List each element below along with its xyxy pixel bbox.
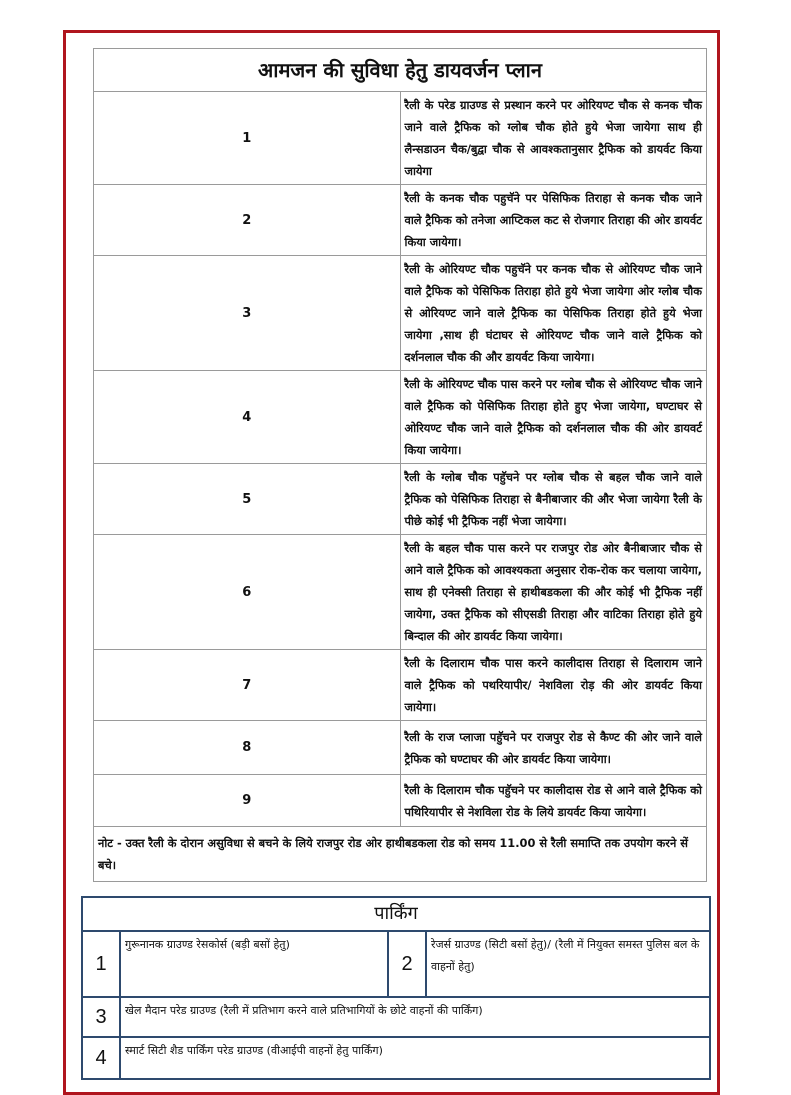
diversion-row <box>94 371 707 464</box>
page-frame <box>63 30 720 1095</box>
row-text: रैली के राज प्लाजा पहुॅचने पर राजपुर रोड से कैण्ट की ओर जाने वाले ट्रैफिक को घण्टाघर की ओर डायर्वट किया जायेगा। <box>400 721 707 775</box>
row-number: 2 <box>94 185 401 256</box>
row-text: रैली के ओरियण्ट चौक पास करने पर ग्लोब चौक से ओरियण्ट चौक जाने वाले ट्रैफिक को पेसिफिक तिराहा होते हुए भेजा जायेगा, घण्टाघर से ओरियण्ट चौक जाने वाले ट्रैफिक को दर्शनलाल चौक की ओर डायवर्ट किया जायेगा। <box>400 371 707 464</box>
row-number: 9 <box>94 775 401 827</box>
parking-table <box>81 896 711 1080</box>
parking-text: रेजर्स ग्राउण्ड (सिटी बसों हेतु)/ (रैली में नियुक्त समस्त पुलिस बल के वाहनों हेतु) <box>426 931 710 997</box>
parking-number: 2 <box>388 931 426 997</box>
row-number: 7 <box>94 650 401 721</box>
diversion-row <box>94 650 707 721</box>
row-text: रैली के दिलाराम चौक पास करने कालीदास तिराहा से दिलाराम जाने वाले ट्रैफिक को पथरियापीर/ नेशविला रोड़ की ओर डायर्वट किया जायेगा। <box>400 650 707 721</box>
parking-title-row <box>82 897 710 931</box>
parking-row <box>82 931 710 997</box>
diversion-row <box>94 92 707 185</box>
parking-title: पार्किंग <box>82 897 710 931</box>
diversion-row <box>94 535 707 650</box>
row-number: 8 <box>94 721 401 775</box>
parking-text: खेल मैदान परेड ग्राउण्ड (रैली में प्रतिभाग करने वाले प्रतिभागियों के छोटे वाहनों की पार्किंग) <box>120 997 710 1037</box>
note-row <box>94 827 707 882</box>
note-text: नोट - उक्त रैली के दोरान असुविधा से बचने के लिये राजपुर रोड ओर हाथीबडकला रोड को समय 11.00 से रैली समाप्ति तक उपयोग करने सें बचे। <box>94 827 707 882</box>
diversion-row <box>94 256 707 371</box>
diversion-title-row <box>94 49 707 92</box>
row-number: 5 <box>94 464 401 535</box>
row-text: रैली के परेड ग्राउण्ड से प्रस्थान करने पर ओरियण्ट चौक से कनक चौक जाने वाले ट्रैफिक को ग्लोब चौक होते हुये भेजा जायेगा साथ ही लैन्सडाउन चैक/बुद्वा चौक से आवश्कतानुसार ट्रैफिक को डायर्वट किया जायेगा <box>400 92 707 185</box>
row-text: रैली के ओरियण्ट चौक पहुचॅने पर कनक चौक से ओरियण्ट चौक जाने वाले ट्रैफिक को पेसिफिक तिराहा होते हुये भेजा जायेगा ओर ग्लोब चौक से ओरियण्ट जाने वाले ट्रैफिक का पेसिफिक तिराहा होते हुये भेजा जायेगा ,साथ ही घंटाघर से ओरियण्ट चौक जाने वाले ट्रैफिक को दर्शनलाल चौक की और डायर्वट किया जायेगा। <box>400 256 707 371</box>
parking-number: 1 <box>82 931 120 997</box>
row-text: रैली के बहल चौक पास करने पर राजपुर रोड ओर बैनीबाजार चौक से आने वाले ट्रैफिक को आवश्यकता अनुसार रोक-रोक कर चलाया जायेगा, साथ ही एनेक्सी तिराहा से हाथीबडकला की और कोई भी ट्रैफिक नहीं जायेगा, उक्त ट्रैफिक को सीएसडी तिराहा और वाटिका तिराहा होते हुये बिन्दाल की ओर डायर्वट किया जायेगा। <box>400 535 707 650</box>
parking-row <box>82 1037 710 1079</box>
diversion-row <box>94 464 707 535</box>
parking-number: 3 <box>82 997 120 1037</box>
parking-text: स्मार्ट सिटी शैड पार्किंग परेड ग्राउण्ड (वीआईपी वाहनों हेतु पार्किंग) <box>120 1037 710 1079</box>
row-text: रैली के कनक चौक पहुचॅने पर पेसिफिक तिराहा से कनक चौक जाने वाले ट्रैफिक को तनेजा आप्टिकल कट से रोजगार तिराहा की ओर डायर्वट किया जायेगा। <box>400 185 707 256</box>
row-number: 4 <box>94 371 401 464</box>
row-text: रैली के ग्लोब चौक पहुॅचने पर ग्लोब चौक से बहल चौक जाने वाले ट्रैफिक को पेसिफिक तिराहा से बैनीबाजार की और भेजा जायेगा रैली के पीछे कोई भी ट्रैफिक नहीं भेजा जायेगा। <box>400 464 707 535</box>
diversion-plan-table <box>93 48 707 882</box>
row-number: 6 <box>94 535 401 650</box>
row-text: रैली के दिलाराम चौक पहुॅचने पर कालीदास रोड से आने वाले ट्रैफिक को पथिरियापीर से नेशविला रोड के लिये डायर्वट किया जायेगा। <box>400 775 707 827</box>
parking-row <box>82 997 710 1037</box>
diversion-row <box>94 775 707 827</box>
diversion-row <box>94 185 707 256</box>
parking-text: गुरूनानक ग्राउण्ड रेसकोर्स (बड़ी बसों हेतु) <box>120 931 388 997</box>
row-number: 1 <box>94 92 401 185</box>
parking-number: 4 <box>82 1037 120 1079</box>
diversion-row <box>94 721 707 775</box>
row-number: 3 <box>94 256 401 371</box>
diversion-title: आमजन की सुविधा हेतु डायवर्जन प्लान <box>94 49 707 92</box>
